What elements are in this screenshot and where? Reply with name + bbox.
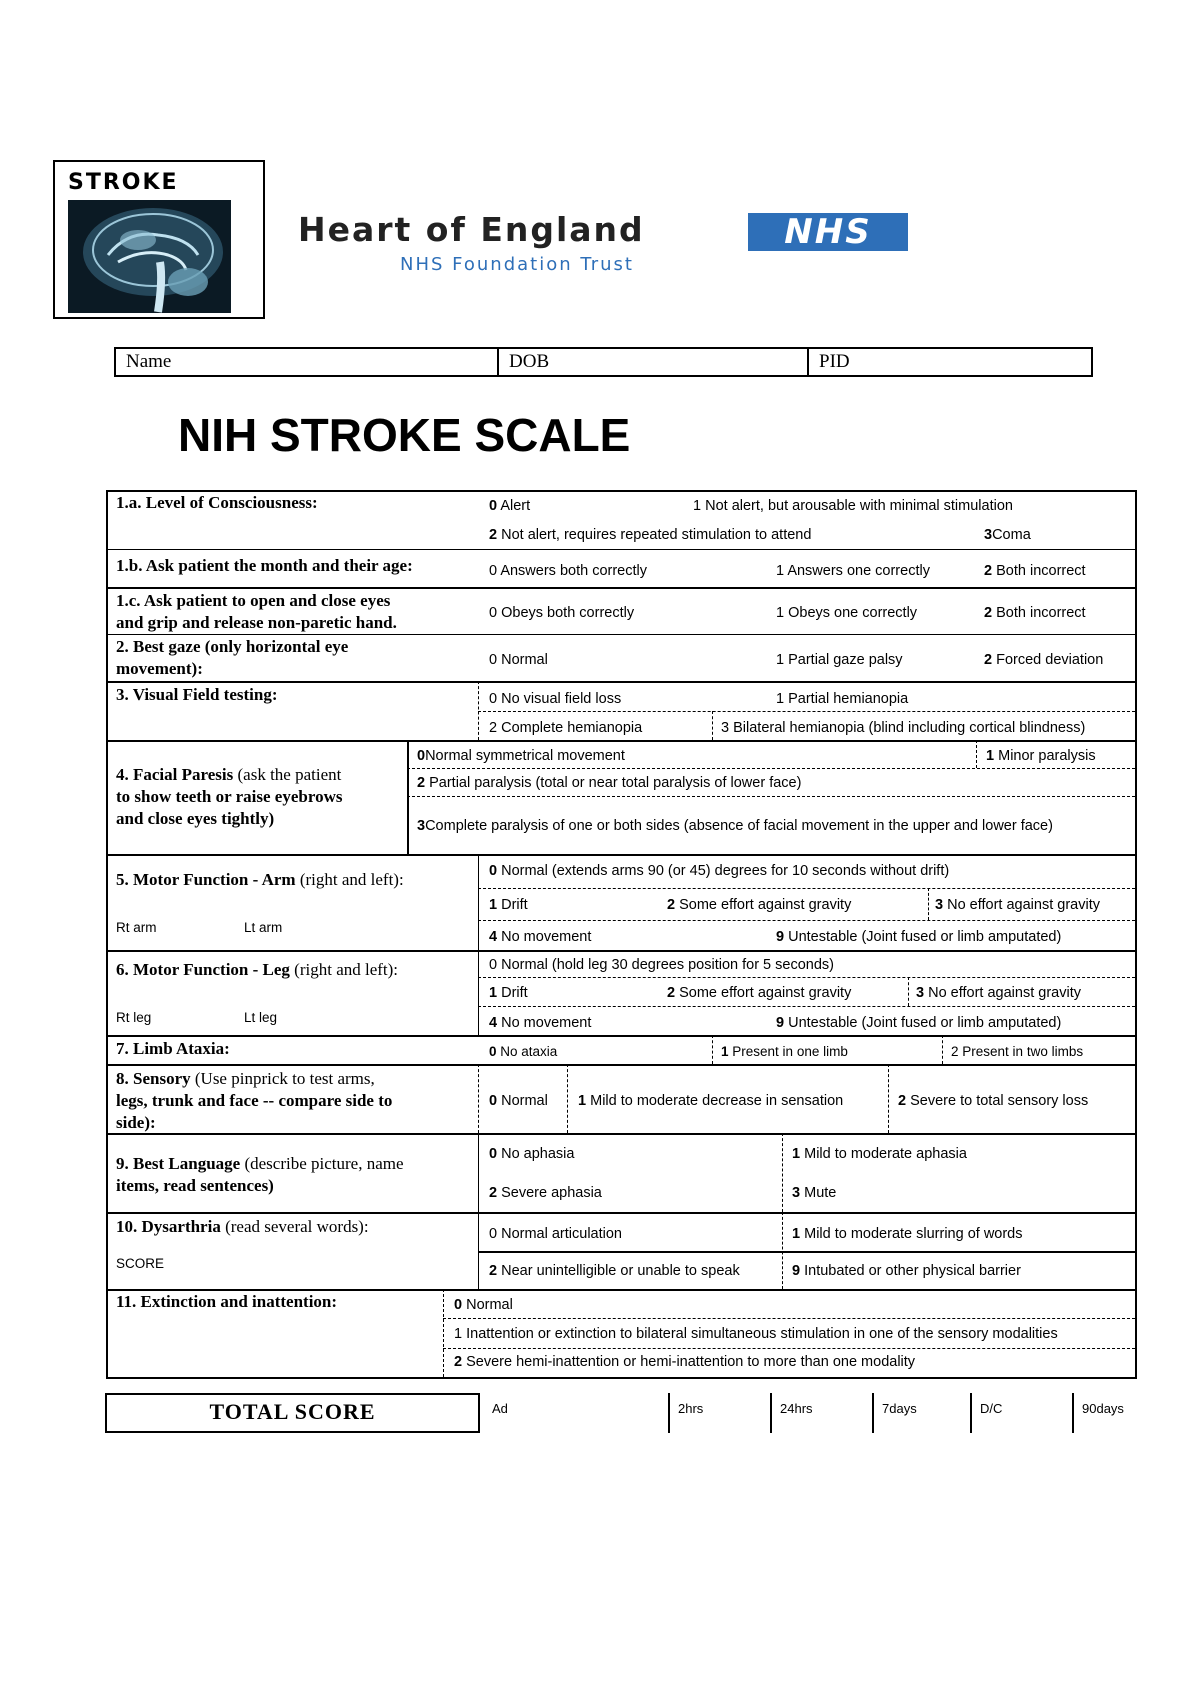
score-value: 2 xyxy=(984,605,993,621)
item-1a-option-1[interactable] xyxy=(693,497,1013,515)
score-value: 1 xyxy=(776,563,785,579)
score-value: 0 xyxy=(454,1297,463,1313)
nhs-logo: NHS xyxy=(748,213,908,251)
option-text: Untestable (Joint fused or limb amputated) xyxy=(788,929,1062,945)
item-10-option-2[interactable] xyxy=(489,1262,740,1280)
item-11-label: 11. Extinction and inattention: xyxy=(116,1292,338,1311)
column-divider xyxy=(443,1289,444,1377)
row-divider xyxy=(106,634,1137,635)
row-subdivider xyxy=(478,711,1135,712)
row-divider xyxy=(106,854,1137,856)
option-text: No movement xyxy=(501,1015,592,1031)
cell-divider xyxy=(928,888,929,920)
label-line: and grip and release non-paretic hand. xyxy=(116,613,397,632)
column-divider xyxy=(407,740,409,854)
cell-divider xyxy=(888,1064,889,1133)
option-text: Mute xyxy=(804,1185,837,1201)
cell-divider xyxy=(567,1064,568,1133)
option-text: Near unintelligible or unable to speak xyxy=(501,1263,740,1279)
score-value: 2 xyxy=(489,1185,498,1201)
total-score-divider xyxy=(770,1393,772,1433)
item-6-option-4[interactable] xyxy=(489,1014,591,1032)
label-line: 2. Best gaze (only horizontal eye xyxy=(116,637,349,656)
score-value: 9 xyxy=(776,929,785,945)
item-1b-option-2[interactable] xyxy=(984,562,1086,580)
item-7-option-0[interactable] xyxy=(489,1043,557,1061)
option-text: Normal xyxy=(501,1093,548,1109)
item-1c-option-1[interactable] xyxy=(776,604,917,622)
option-text: Alert xyxy=(500,498,531,514)
option-text: Forced deviation xyxy=(996,652,1104,668)
option-text: Normal (extends arms 90 (or 45) degrees for 10 seconds without drift) xyxy=(501,863,950,879)
row-divider xyxy=(106,587,1137,589)
score-value: 0 xyxy=(489,498,498,514)
option-text: Partial paralysis (total or near total paralysis of lower face) xyxy=(429,775,802,791)
cell-divider xyxy=(942,1035,943,1064)
item-5-option-2[interactable] xyxy=(667,896,851,914)
score-value: 0 xyxy=(489,1093,498,1109)
option-text: Normal (hold leg 30 degrees position for 5 seconds) xyxy=(501,957,834,973)
item-1b-option-1[interactable] xyxy=(776,562,930,580)
score-value: 2 xyxy=(667,985,676,1001)
label-line: 10. Dysarthria xyxy=(116,1217,221,1236)
option-text: Drift xyxy=(501,897,528,913)
row-divider xyxy=(106,740,1137,742)
score-value: 0 xyxy=(489,863,498,879)
item-1c-option-0[interactable] xyxy=(489,604,634,622)
row-subdivider xyxy=(478,920,1135,921)
cell-divider xyxy=(782,1133,783,1212)
score-value: 1 xyxy=(776,652,785,668)
row-subdivider xyxy=(407,768,1135,769)
score-value: 3 xyxy=(721,720,730,736)
item-1a-label: 1.a. Level of Consciousness: xyxy=(116,493,318,512)
name-label: Name xyxy=(126,351,172,372)
column-divider xyxy=(478,1133,479,1212)
option-text: Obeys both correctly xyxy=(501,605,635,621)
score-value: 0 xyxy=(489,652,498,668)
item-1a-option-0[interactable] xyxy=(489,497,530,515)
item-8-option-2[interactable] xyxy=(898,1092,1088,1110)
right-arm-score[interactable]: Rt arm xyxy=(116,920,157,935)
item-9-option-2[interactable] xyxy=(489,1184,602,1202)
option-text: No movement xyxy=(501,929,592,945)
item-1c-option-2[interactable] xyxy=(984,604,1086,622)
option-text: Present in two limbs xyxy=(962,1044,1084,1059)
option-text: Minor paralysis xyxy=(998,748,1096,764)
option-text: Complete paralysis of one or both sides (absence of facial movement in the upper and lower face) xyxy=(425,818,1053,834)
item-1b-label: 1.b. Ask patient the month and their age: xyxy=(116,556,413,575)
total-score-label: TOTAL SCORE xyxy=(105,1393,480,1433)
label-line: movement): xyxy=(116,659,203,678)
item-3-option-0[interactable] xyxy=(489,690,621,708)
table-border-right xyxy=(1135,490,1137,1379)
org-name: Heart of England xyxy=(298,210,645,249)
item-1c-label xyxy=(116,590,397,634)
column-divider xyxy=(478,854,479,1035)
score-value: 1 xyxy=(776,605,785,621)
item-2-label xyxy=(116,636,348,680)
label-line: 8. Sensory xyxy=(116,1069,191,1088)
name-field[interactable] xyxy=(114,347,499,377)
item-7-option-1[interactable] xyxy=(721,1043,848,1061)
score-value: 1 xyxy=(986,748,995,764)
score-value: 2 xyxy=(417,775,426,791)
label-line: (Use pinprick to test arms, xyxy=(190,1069,375,1088)
score-value: 2 xyxy=(489,720,498,736)
label-line: 9. Best Language xyxy=(116,1154,241,1173)
item-8-label xyxy=(116,1068,392,1134)
total-score-cell[interactable]: D/C xyxy=(980,1401,1003,1416)
total-score-cell[interactable]: 7days xyxy=(882,1401,917,1416)
item-7-label: 7. Limb Ataxia: xyxy=(116,1039,230,1058)
label-line: (right and left): xyxy=(295,870,404,889)
option-text: Some effort against gravity xyxy=(679,897,852,913)
label-line: (right and left): xyxy=(289,960,399,979)
row-subdivider xyxy=(478,888,1135,889)
total-score-cell[interactable]: 2hrs xyxy=(678,1401,704,1416)
brain-scan-image xyxy=(68,200,231,313)
item-1b-option-0[interactable] xyxy=(489,562,647,580)
option-text: Untestable (Joint fused or limb amputated) xyxy=(788,1015,1062,1031)
label-line: 6. Motor Function - Leg xyxy=(116,960,290,979)
score-value: 9 xyxy=(776,1015,785,1031)
row-subdivider xyxy=(443,1348,1135,1349)
item-4-option-0[interactable] xyxy=(417,747,625,765)
option-text: Obeys one correctly xyxy=(788,605,918,621)
score-value: 2 xyxy=(489,527,498,543)
label-line: 1.c. Ask patient to open and close eyes xyxy=(116,591,391,610)
row-divider xyxy=(106,1377,1137,1379)
row-divider xyxy=(106,1212,1137,1214)
option-text: Both incorrect xyxy=(996,563,1086,579)
item-10-label xyxy=(116,1216,369,1238)
row-divider xyxy=(106,950,1137,952)
dob-label: DOB xyxy=(509,351,550,372)
total-score-divider xyxy=(668,1393,670,1433)
item-3-option-3[interactable] xyxy=(721,719,1085,737)
item-3-label: 3. Visual Field testing: xyxy=(116,685,278,704)
option-text: Partial gaze palsy xyxy=(788,652,903,668)
score-value: 3 xyxy=(417,818,426,834)
item-1a-option-3[interactable] xyxy=(984,526,1031,544)
dob-field[interactable] xyxy=(497,347,809,377)
label-line: (read several words): xyxy=(220,1217,369,1236)
score-value: 0 xyxy=(489,1146,498,1162)
cell-divider xyxy=(908,977,909,1006)
score-value: 0 xyxy=(489,691,498,707)
option-text: No effort against gravity xyxy=(947,897,1100,913)
item-8-option-0[interactable] xyxy=(489,1092,548,1110)
score-value: 9 xyxy=(792,1263,801,1279)
option-text: Partial hemianopia xyxy=(788,691,909,707)
cell-divider xyxy=(712,1035,713,1064)
label-line: and close eyes tightly) xyxy=(116,809,275,828)
right-leg-score[interactable]: Rt leg xyxy=(116,1010,152,1025)
item-3-option-2[interactable] xyxy=(489,719,642,737)
item-10-option-1[interactable] xyxy=(792,1225,1023,1243)
row-subdivider xyxy=(478,1251,1135,1253)
cell-divider xyxy=(712,711,713,740)
score-value: 1 xyxy=(489,897,498,913)
option-text: No aphasia xyxy=(501,1146,575,1162)
pid-label: PID xyxy=(819,351,850,372)
option-text: Intubated or other physical barrier xyxy=(804,1263,1021,1279)
option-text: Mild to moderate decrease in sensation xyxy=(590,1093,844,1109)
option-text: Inattention or extinction to bilateral simultaneous stimulation in one of the sensory modalities xyxy=(466,1326,1058,1342)
score-value: 1 xyxy=(792,1146,801,1162)
score-value: 0 xyxy=(489,1226,498,1242)
item-6-option-3[interactable] xyxy=(916,984,1081,1002)
score-value: 1 xyxy=(721,1044,729,1059)
item-4-option-2[interactable] xyxy=(417,774,801,792)
score-value: 2 xyxy=(898,1093,907,1109)
option-text: Mild to moderate slurring of words xyxy=(804,1226,1023,1242)
left-arm-score[interactable]: Lt arm xyxy=(244,920,283,935)
item-8-option-1[interactable] xyxy=(578,1092,843,1110)
label-line: to show teeth or raise eyebrows xyxy=(116,787,343,806)
item-2-option-1[interactable] xyxy=(776,651,903,669)
item-11-option-0[interactable] xyxy=(454,1296,513,1314)
row-divider xyxy=(106,1064,1137,1066)
score-value: 2 xyxy=(667,897,676,913)
score-label: SCORE xyxy=(116,1256,165,1271)
cell-divider xyxy=(976,740,977,768)
item-11-option-2[interactable] xyxy=(454,1353,915,1371)
item-5-option-4[interactable] xyxy=(489,928,591,946)
item-4-label xyxy=(116,764,342,830)
score-value: 3 xyxy=(935,897,944,913)
score-value: 0 xyxy=(489,605,498,621)
item-10-option-0[interactable] xyxy=(489,1225,622,1243)
score-value: 2 xyxy=(984,652,993,668)
option-text: Bilateral hemianopia (blind including cortical blindness) xyxy=(733,720,1086,736)
item-2-option-2[interactable] xyxy=(984,651,1103,669)
label-line: (ask the patient xyxy=(233,765,342,784)
org-subtitle: NHS Foundation Trust xyxy=(400,254,634,275)
row-divider xyxy=(106,1035,1137,1037)
total-score-cell[interactable]: 24hrs xyxy=(780,1401,813,1416)
score-value: 0 xyxy=(489,957,498,973)
total-score-divider xyxy=(872,1393,874,1433)
label-line: (describe picture, name xyxy=(240,1154,404,1173)
option-text: No ataxia xyxy=(500,1044,558,1059)
option-text: Mild to moderate aphasia xyxy=(804,1146,967,1162)
score-value: 3 xyxy=(984,527,993,543)
label-line: legs, trunk and face -- compare side to xyxy=(116,1091,393,1110)
option-text: Answers one correctly xyxy=(787,563,930,579)
item-9-label xyxy=(116,1153,404,1197)
item-9-option-1[interactable] xyxy=(792,1145,967,1163)
item-6-option-1[interactable] xyxy=(489,984,528,1002)
item-6-option-2[interactable] xyxy=(667,984,851,1002)
item-5-option-1[interactable] xyxy=(489,896,528,914)
item-9-option-3[interactable] xyxy=(792,1184,836,1202)
row-subdivider xyxy=(443,1318,1135,1319)
total-score-divider xyxy=(970,1393,972,1433)
score-value: 1 xyxy=(792,1226,801,1242)
score-value: 1 xyxy=(693,498,702,514)
score-value: 3 xyxy=(916,985,925,1001)
score-value: 2 xyxy=(454,1354,463,1370)
option-text: Severe to total sensory loss xyxy=(910,1093,1089,1109)
item-1a-option-2[interactable] xyxy=(489,526,811,544)
label-line: side): xyxy=(116,1113,156,1132)
item-4-option-1[interactable] xyxy=(986,747,1096,765)
score-value: 4 xyxy=(489,929,498,945)
item-5-option-3[interactable] xyxy=(935,896,1100,914)
option-text: Not alert, but arousable with minimal stimulation xyxy=(705,498,1013,514)
option-text: Normal symmetrical movement xyxy=(425,748,625,764)
table-border-left xyxy=(106,490,108,1379)
option-text: Normal articulation xyxy=(501,1226,622,1242)
score-value: 3 xyxy=(792,1185,801,1201)
total-score-cell[interactable]: Ad xyxy=(492,1401,508,1416)
option-text: Severe hemi-inattention or hemi-inattention to more than one modality xyxy=(466,1354,916,1370)
score-value: 1 xyxy=(776,691,785,707)
item-7-option-2[interactable] xyxy=(951,1043,1083,1061)
stroke-logo-label: STROKE xyxy=(68,170,179,195)
item-6-option-9[interactable] xyxy=(776,1014,1061,1032)
score-value: 1 xyxy=(489,985,498,1001)
item-5-option-0[interactable] xyxy=(489,862,949,880)
option-text: No visual field loss xyxy=(501,691,622,707)
label-line: 5. Motor Function - Arm xyxy=(116,870,296,889)
row-subdivider xyxy=(478,977,1135,978)
option-text: Answers both correctly xyxy=(500,563,647,579)
row-subdivider xyxy=(407,796,1135,797)
item-11-option-1[interactable] xyxy=(454,1325,1058,1343)
option-text: Drift xyxy=(501,985,528,1001)
score-value: 0 xyxy=(417,748,426,764)
item-6-option-0[interactable] xyxy=(489,956,834,974)
score-value: 1 xyxy=(578,1093,587,1109)
score-value: 2 xyxy=(984,563,993,579)
item-9-option-0[interactable] xyxy=(489,1145,574,1163)
score-value: 4 xyxy=(489,1015,498,1031)
item-5-label xyxy=(116,869,404,891)
label-line: items, read sentences) xyxy=(116,1176,274,1195)
item-5-option-9[interactable] xyxy=(776,928,1061,946)
option-text: Some effort against gravity xyxy=(679,985,852,1001)
option-text: Normal xyxy=(501,652,548,668)
row-divider xyxy=(106,681,1137,683)
score-value: 1 xyxy=(454,1326,463,1342)
item-2-option-0[interactable] xyxy=(489,651,548,669)
row-subdivider xyxy=(478,1006,1135,1007)
left-leg-score[interactable]: Lt leg xyxy=(244,1010,278,1025)
column-divider xyxy=(478,1064,479,1133)
option-text: Coma xyxy=(992,527,1031,543)
row-divider xyxy=(106,549,1137,550)
score-value: 0 xyxy=(489,1044,497,1059)
pid-field[interactable] xyxy=(807,347,1093,377)
option-text: Present in one limb xyxy=(732,1044,848,1059)
page-title: NIH STROKE SCALE xyxy=(178,409,631,461)
item-10-option-9[interactable] xyxy=(792,1262,1021,1280)
score-value: 2 xyxy=(951,1044,959,1059)
total-score-divider xyxy=(1072,1393,1074,1433)
option-text: Both incorrect xyxy=(996,605,1086,621)
option-text: No effort against gravity xyxy=(928,985,1081,1001)
option-text: Complete hemianopia xyxy=(501,720,643,736)
item-4-option-3[interactable] xyxy=(417,817,1053,835)
cell-divider xyxy=(782,1212,783,1289)
label-line: 4. Facial Paresis xyxy=(116,765,234,784)
score-value: 0 xyxy=(489,563,498,579)
option-text: Severe aphasia xyxy=(501,1185,602,1201)
total-score-cell[interactable]: 90days xyxy=(1082,1401,1124,1416)
item-6-label xyxy=(116,959,398,981)
item-3-option-1[interactable] xyxy=(776,690,908,708)
score-value: 2 xyxy=(489,1263,498,1279)
option-text: Not alert, requires repeated stimulation to attend xyxy=(501,527,812,543)
option-text: Normal xyxy=(466,1297,513,1313)
